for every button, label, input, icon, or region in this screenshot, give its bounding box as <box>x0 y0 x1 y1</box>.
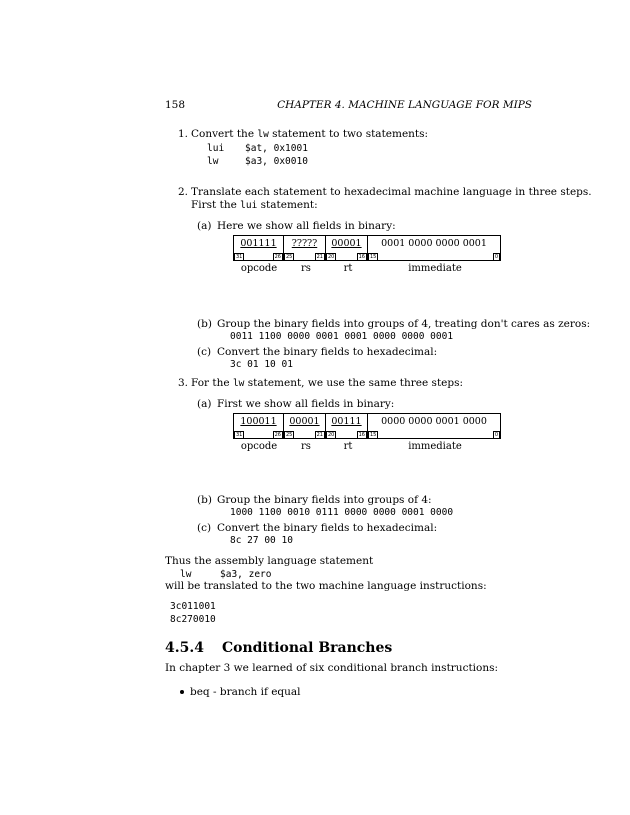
step3a-text: First we show all fields in binary: <box>217 398 395 410</box>
section-title: Conditional Branches <box>221 640 393 656</box>
step2a-text: Here we show all fields in binary: <box>217 220 396 232</box>
field-label-rt: rt <box>343 263 353 274</box>
summary-line2: will be translated to the two machine language instructions: <box>165 580 487 592</box>
field-opcode: 100011 31 26 <box>234 414 284 438</box>
step3c-code: 8c 27 00 10 <box>230 535 293 546</box>
step1-line-2: lw <box>207 156 219 167</box>
step2b-label: (b) <box>197 318 212 330</box>
summary-instr-1: 3c011001 <box>170 601 216 612</box>
section-heading <box>165 640 392 656</box>
summary-line1: Thus the assembly language statement <box>165 555 374 567</box>
field-label-opcode: opcode <box>240 263 278 274</box>
step3b-label: (b) <box>197 494 212 506</box>
step2a-label: (a) <box>197 220 212 232</box>
step1-label: 1. <box>178 128 189 140</box>
bullet-icon <box>180 690 184 694</box>
step1-text: Convert the lw statement to two statements: <box>191 128 429 140</box>
step3c-label: (c) <box>197 522 212 534</box>
step2b-code: 0011 1100 0000 0001 0001 0000 0000 0001 <box>230 331 454 342</box>
field-label-rs: rs <box>301 441 311 452</box>
bullet-item: beq - branch if equal <box>180 686 301 698</box>
step3b-code: 1000 1100 0010 0111 0000 0000 0001 0000 <box>230 507 454 518</box>
step2c-code: 3c 01 10 01 <box>230 359 293 370</box>
lui-field-diagram <box>233 235 501 274</box>
step3c-text: Convert the binary fields to hexadecimal: <box>217 522 438 534</box>
summary-instr-2: 8c270010 <box>170 614 216 625</box>
step3b-text: Group the binary fields into groups of 4: <box>217 494 432 506</box>
step2c-label: (c) <box>197 346 212 358</box>
step1-line-2-args: $a3, 0x0010 <box>245 156 308 167</box>
chapter-title: CHAPTER 4. MACHINE LANGUAGE FOR MIPS <box>277 99 532 111</box>
summary-stmt-op: lw <box>180 569 192 580</box>
field-immediate: 0000 0000 0001 0000 15 0 <box>370 416 498 438</box>
lw-field-diagram <box>233 413 501 452</box>
field-label-immediate: immediate <box>408 263 462 274</box>
field-label-rt: rt <box>343 441 353 452</box>
field-opcode: 001111 31 26 <box>234 236 284 260</box>
step1-line-1: lui <box>207 143 225 154</box>
step2-label: 2. <box>178 186 189 198</box>
field-rs: ????? 25 21 <box>284 236 326 260</box>
field-label-opcode: opcode <box>240 441 278 452</box>
step2-line2: First the lui statement: <box>191 199 318 211</box>
step1-line-1-args: $at, 0x1001 <box>245 143 308 154</box>
step3-text: For the lw statement, we use the same three steps: <box>191 377 464 389</box>
step2-line1: Translate each statement to hexadecimal machine language in three steps. <box>191 186 592 198</box>
summary-stmt-args: $a3, zero <box>220 569 272 580</box>
step3a-label: (a) <box>197 398 212 410</box>
field-label-rs: rs <box>301 263 311 274</box>
field-rs: 00001 25 21 <box>284 414 326 438</box>
step2c-text: Convert the binary fields to hexadecimal: <box>217 346 438 358</box>
field-label-immediate: immediate <box>408 441 462 452</box>
field-rt: 00001 20 16 <box>326 236 368 260</box>
section-number: 4.5.4 <box>165 640 204 656</box>
step3-label: 3. <box>178 377 189 389</box>
field-immediate: 0001 0000 0000 0001 15 0 <box>370 238 498 260</box>
field-rt: 00111 20 16 <box>326 414 368 438</box>
section-intro: In chapter 3 we learned of six conditional branch instructions: <box>165 662 499 674</box>
step2b-text: Group the binary fields into groups of 4, treating don't cares as zeros: <box>217 318 591 330</box>
page-number: 158 <box>165 99 186 111</box>
